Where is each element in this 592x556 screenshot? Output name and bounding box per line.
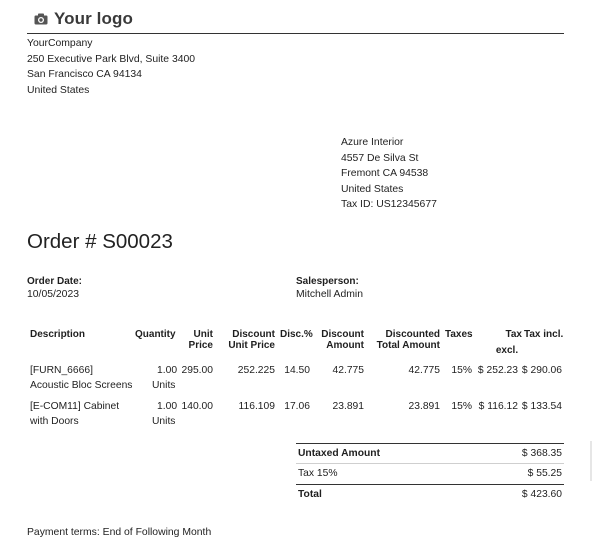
customer-street: 4557 De Silva St <box>341 152 419 164</box>
row-taxes: 15% <box>451 365 472 376</box>
company-name: YourCompany <box>27 38 93 49</box>
company-street: 250 Executive Park Blvd, Suite 3400 <box>27 53 196 65</box>
company-country: United States <box>27 84 90 96</box>
row-description-line2: Acoustic Bloc Screens <box>30 380 133 391</box>
row-tax-incl: $ 133.54 <box>521 401 562 412</box>
customer-tax-id: Tax ID: US12345677 <box>341 199 437 210</box>
company-address <box>27 36 195 98</box>
totals-total-divider <box>296 484 564 485</box>
untaxed-amount-value: $ 368.35 <box>521 448 562 459</box>
row-discount-unit-price: 116.109 <box>238 401 275 412</box>
row-unit-price: 140.00 <box>181 401 213 412</box>
col-tax-excl-line2: excl. <box>495 345 519 356</box>
tax-label: Tax 15% <box>298 468 338 479</box>
row-taxes: 15% <box>451 401 472 412</box>
col-discount-amount-line1: Discount <box>321 329 364 340</box>
order-title: Order # S00023 <box>27 230 173 253</box>
company-city: San Francisco CA 94134 <box>27 69 142 80</box>
row-uom: Units <box>152 416 176 427</box>
totals-divider <box>296 463 564 464</box>
col-taxes: Taxes <box>445 329 473 340</box>
header-divider <box>27 33 564 34</box>
row-description-line1: [FURN_6666] <box>30 365 93 376</box>
col-discounted-total-line2: Total Amount <box>376 340 440 351</box>
row-discounted-total: 42.775 <box>408 365 440 376</box>
row-tax-incl: $ 290.06 <box>521 365 562 376</box>
totals-top-divider <box>296 443 564 444</box>
customer-city: Fremont CA 94538 <box>341 168 429 179</box>
customer-country: United States <box>341 183 404 195</box>
customer-address <box>341 135 437 213</box>
customer-name: Azure Interior <box>341 137 404 148</box>
payment-terms: Payment terms: End of Following Month <box>27 527 212 538</box>
col-discount-amount-line2: Amount <box>326 340 364 351</box>
row-discount-unit-price: 252.225 <box>237 365 275 376</box>
col-description: Description <box>30 329 86 340</box>
total-value: $ 423.60 <box>521 489 562 500</box>
row-qty: 1.00 <box>157 401 178 412</box>
col-unit-price-line1: Unit <box>193 329 213 340</box>
row-discounted-total: 23.891 <box>408 401 440 412</box>
row-disc-pct: 17.06 <box>284 401 310 412</box>
company-logo <box>34 9 133 29</box>
row-description <box>30 363 132 393</box>
row-description-line1: [E-COM11] Cabinet <box>30 401 120 412</box>
row-description <box>30 399 119 429</box>
total-label: Total <box>298 489 322 500</box>
salesperson-value: Mitchell Admin <box>296 289 363 300</box>
untaxed-amount-label: Untaxed Amount <box>298 448 380 459</box>
row-discount-amount: 23.891 <box>332 401 364 412</box>
row-uom: Units <box>152 380 176 391</box>
col-quantity: Quantity <box>135 329 176 340</box>
col-tax-excl-line1: Tax <box>505 329 522 340</box>
col-discounted-total <box>372 329 440 351</box>
col-discounted-total-line1: Discounted <box>385 329 440 340</box>
row-qty: 1.00 <box>157 365 178 376</box>
row-disc-pct: 14.50 <box>284 365 310 376</box>
row-description-line2: with Doors <box>30 416 79 427</box>
col-discount-unit-price <box>225 329 275 351</box>
row-tax-excl: $ 116.12 <box>478 401 518 412</box>
col-unit-price-line2: Price <box>188 340 213 351</box>
salesperson-block <box>296 276 363 300</box>
col-discount-unit-line1: Discount <box>232 329 275 340</box>
salesperson-label: Salesperson: <box>296 276 359 287</box>
tax-value: $ 55.25 <box>527 468 562 479</box>
row-tax-excl: $ 252.23 <box>477 365 518 376</box>
order-date-label: Order Date: <box>27 276 83 287</box>
col-disc-pct: Disc.% <box>280 329 313 340</box>
col-tax-incl: Tax incl. <box>524 329 564 340</box>
order-date-block <box>27 276 82 300</box>
order-date-value: 10/05/2023 <box>27 289 80 300</box>
col-unit-price <box>183 329 213 351</box>
col-discount-unit-line2: Unit Price <box>228 340 275 351</box>
col-discount-amount <box>320 329 364 351</box>
logo-text: Your logo <box>54 9 133 28</box>
row-unit-price: 295.00 <box>181 365 213 376</box>
col-tax-excl <box>492 329 522 356</box>
row-discount-amount: 42.775 <box>332 365 364 376</box>
camera-icon <box>34 13 48 25</box>
